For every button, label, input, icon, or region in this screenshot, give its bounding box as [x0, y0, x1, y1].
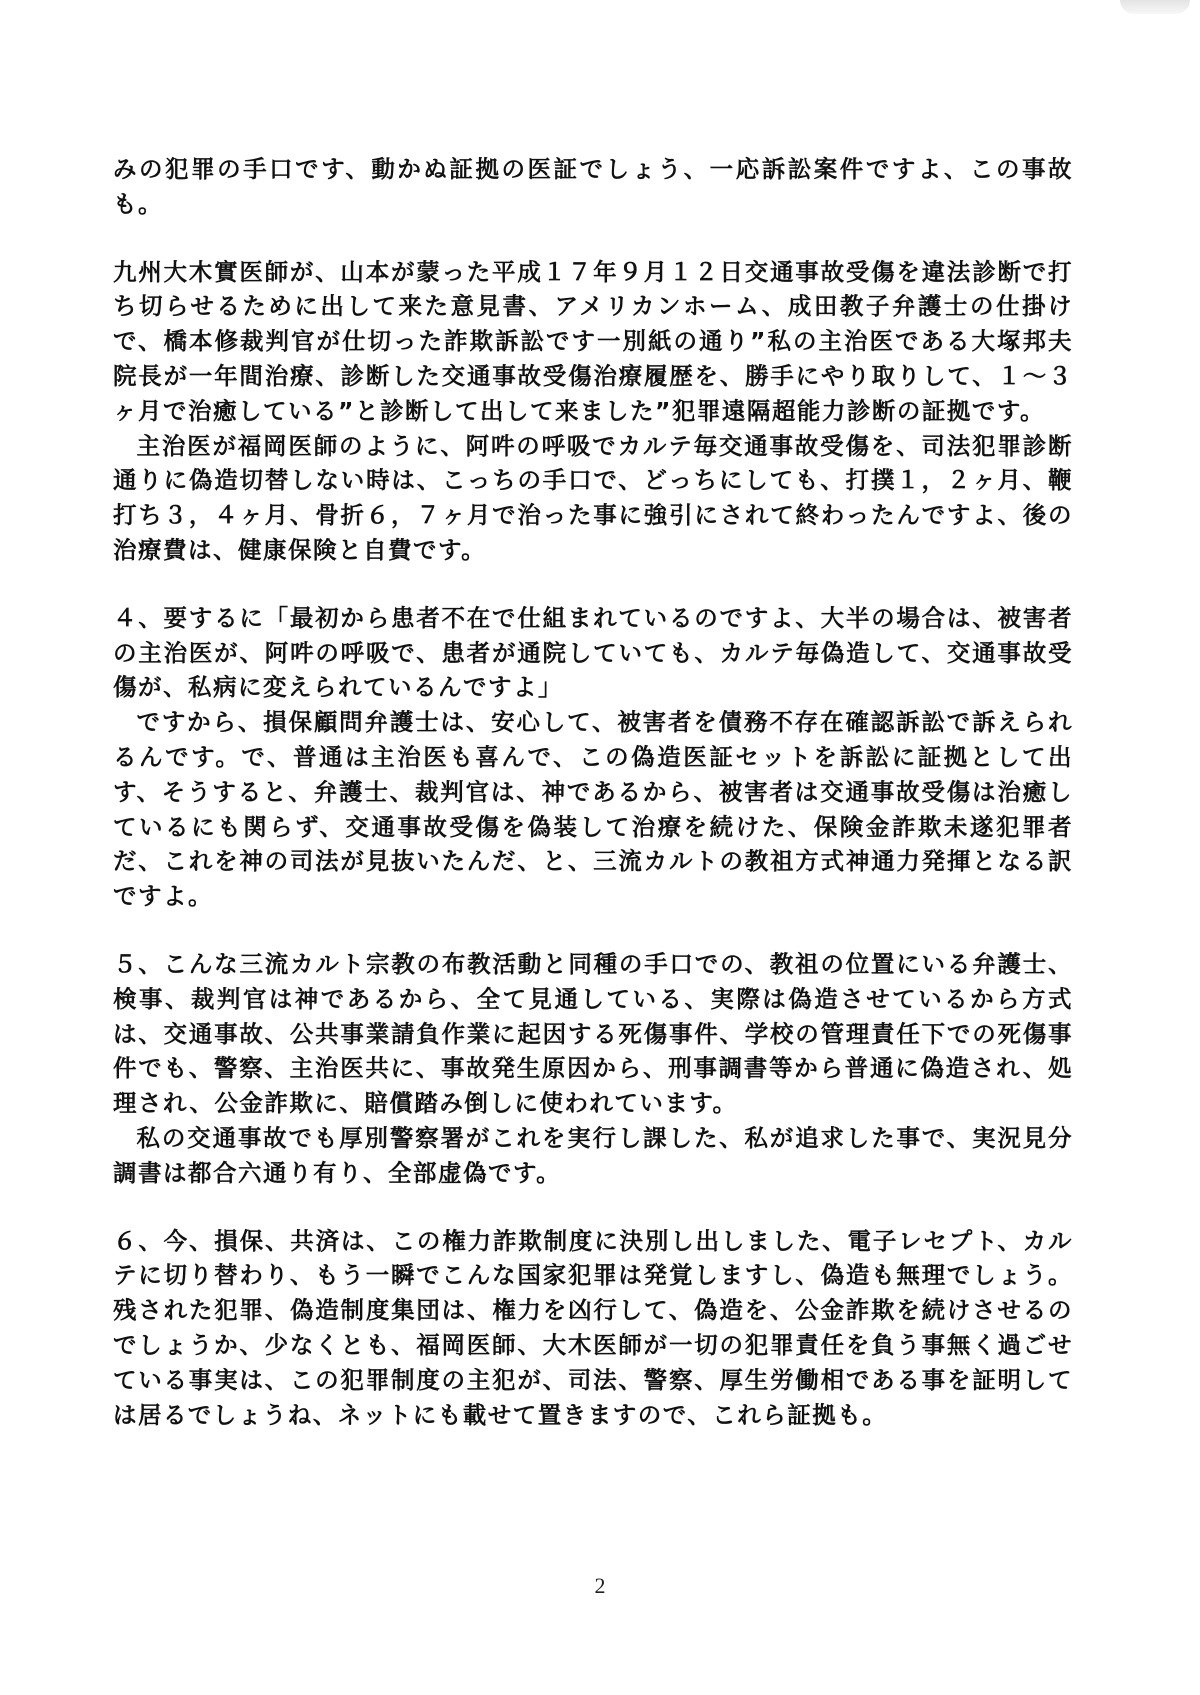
paragraph-continuation: みの犯罪の手口です、動かぬ証拠の医証でしょう、一応訴訟案件ですよ、この事故も。 — [113, 155, 1073, 218]
scan-artifact — [1120, 0, 1190, 14]
paragraph-item-5-detail: 私の交通事故でも厚別警察署がこれを実行し課した、私が追求した事で、実況見分調書は都合六通り有り、全部虚偽です。 — [113, 1123, 1073, 1187]
paragraph-item-6: ６、今、損保、共済は、この権力詐欺制度に決別し出しました、電子レセプト、カルテに切り替わり、もう一瞬でこんな国家犯罪は発覚しますし、偽造も無理でしょう。残された犯罪、偽造制度集団は、権力を凶行して、偽造を、公金詐欺を続けさせるのでしょうか、少なくとも、福岡医師、大木医師が一切の犯罪責任を負う事無く過ごせている事実は、この犯罪制度の主犯が、司法、警察、厚生労働相である事を証明しては居るでしょうね、ネットにも載せて置きますので、これら証拠も。 — [113, 1226, 1073, 1429]
paragraph-attending-physician: 主治医が福岡医師のように、阿吽の呼吸でカルテ毎交通事故受傷を、司法犯罪診断通りに偽造切替しない時は、こっちの手口で、どっちにしても、打撲１，２ヶ月、鞭打ち３，４ヶ月、骨折６，７ヶ月で治った事に強引にされて終わったんですよ、後の治療費は、健康保険と自費です。 — [113, 431, 1073, 564]
paragraph-item-5: ５、こんな三流カルト宗教の布教活動と同種の手口での、教祖の位置にいる弁護士、検事、裁判官は神であるから、全て見通している、実際は偽造させているから方式は、交通事故、公共事業請負作業に起因する死傷事件、学校の管理責任下での死傷事件でも、警察、主治医共に、事故発生原因から、刑事調書等から普通に偽造され、処理され、公金詐欺に、賠償踏み倒しに使われています。 — [113, 949, 1073, 1118]
paragraph-item-4-detail: ですから、損保顧問弁護士は、安心して、被害者を債務不存在確認訴訟で訴えられるんです。で、普通は主治医も喜んで、この偽造医証セットを訴訟に証拠として出す、そうすると、弁護士、裁判官は、神であるから、被害者は交通事故受傷は治癒しているにも関らず、交通事故受傷を偽装して治療を続けた、保険金詐欺未遂犯罪者だ、これを神の司法が見抜いたんだ、と、三流カルトの教祖方式神通力発揮となる訳ですよ。 — [113, 708, 1073, 911]
paragraph-ooki-opinion: 九州大木實医師が、山本が蒙った平成１７年９月１２日交通事故受傷を違法診断で打ち切らせるために出して来た意見書、アメリカンホーム、成田教子弁護士の仕掛けで、橋本修裁判官が仕切った詐欺訴訟です一別紙の通り”私の主治医である大塚邦夫院長が一年間治療、診断した交通事故受傷治療履歴を、勝手にやり取りして、１～３ヶ月で治癒している”と診断して出して来ました”犯罪遠隔超能力診断の証拠です。 — [113, 257, 1073, 425]
document-body — [113, 152, 1073, 1432]
page-number: 2 — [594, 1573, 606, 1598]
paragraph-item-4: ４、要するに「最初から患者不在で仕組まれているのですよ、大半の場合は、被害者の主治医が、阿吽の呼吸で、患者が通院していても、カルテ毎偽造して、交通事故受傷が、私病に変えられているんですよ」 — [113, 603, 1073, 702]
